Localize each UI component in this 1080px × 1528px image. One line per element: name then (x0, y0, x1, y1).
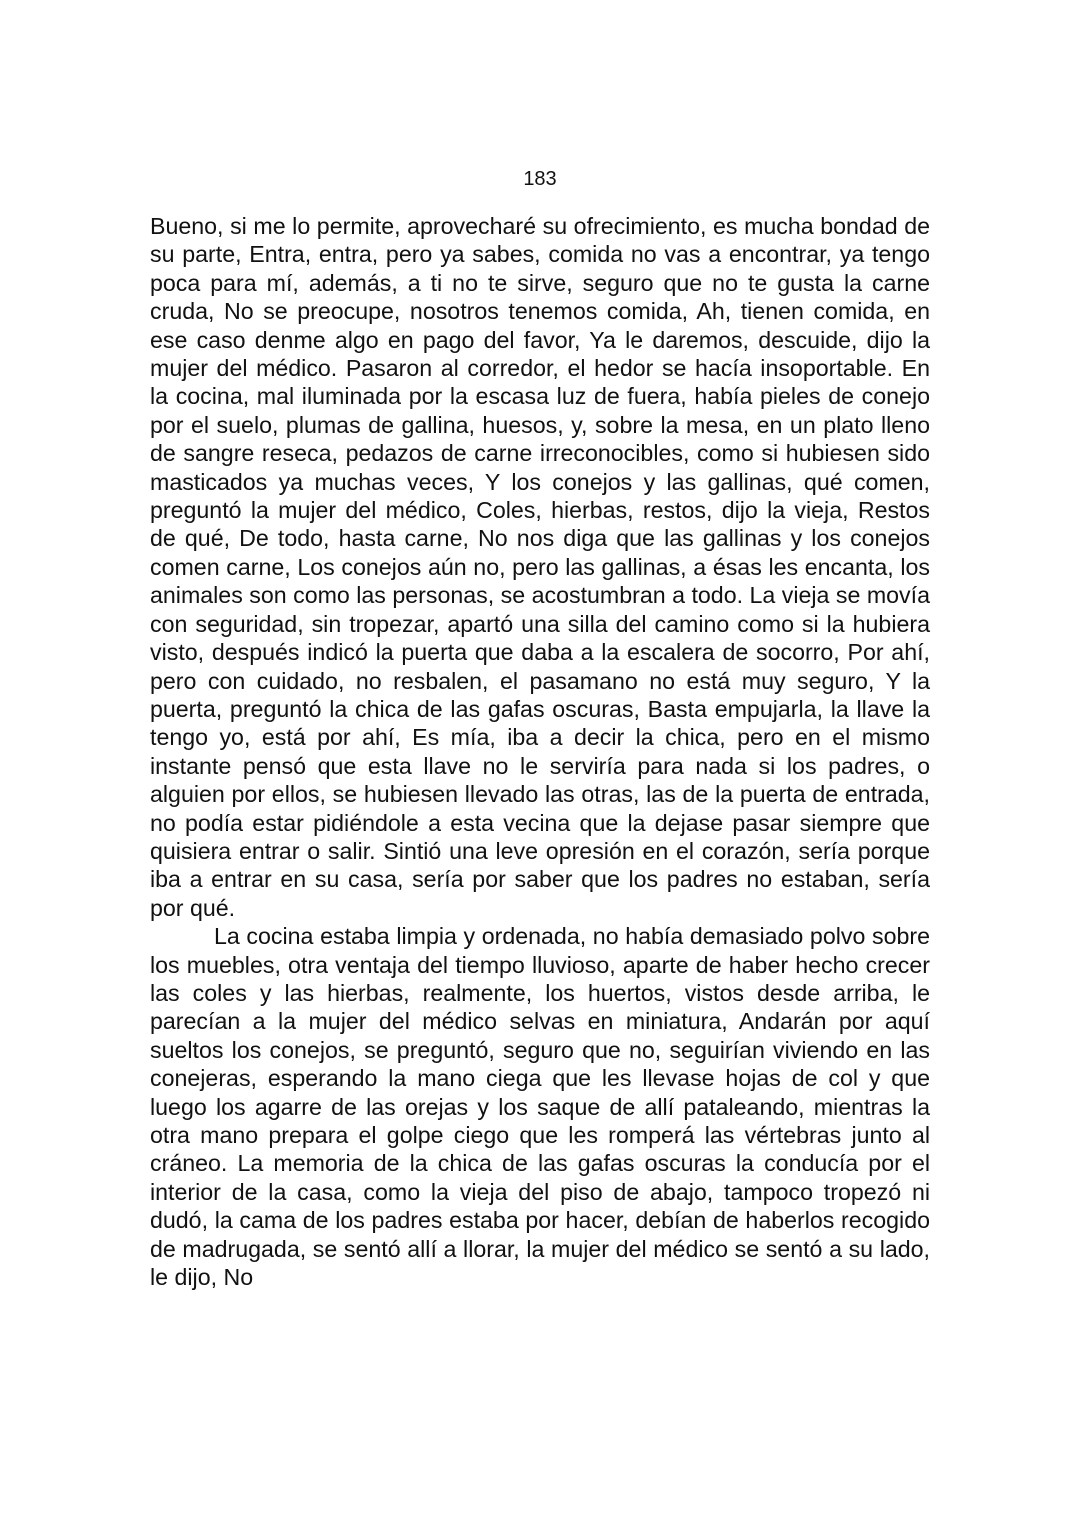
page-number: 183 (523, 168, 557, 190)
body-text (150, 212, 930, 1291)
paragraph-2: La cocina estaba limpia y ordenada, no había demasiado polvo sobre los muebles, otra ventaja del tiempo lluvioso, aparte de haber hecho crecer las coles y las hierbas, realmente, los huertos, vistos desde arriba, le parecían a la mujer del médico selvas en miniatura, Andarán por aquí sueltos los conejos, se preguntó, seguro que no, seguirían viviendo en las conejeras, esperando la mano ciega que les llevase hojas de col y que luego los agarre de las orejas y los saque de allí pataleando, mientras la otra mano prepara el golpe ciego que les romperá las vértebras junto al cráneo. La memoria de la chica de las gafas oscuras la conducía por el interior de la casa, como la vieja del piso de abajo, tampoco tropezó ni dudó, la cama de los padres estaba por hacer, debían de haberlos recogido de madrugada, se sentó allí a llorar, la mujer del médico se sentó a su lado, le dijo, No (150, 923, 930, 1291)
paragraph-1: Bueno, si me lo permite, aprovecharé su ofrecimiento, es mucha bondad de su parte, Entra, entra, pero ya sabes, comida no vas a encontrar, ya tengo poca para mí, además, a ti no te sirve, seguro que no te gusta la carne cruda, No se preocupe, nosotros tenemos comida, Ah, tienen comida, en ese caso denme algo en pago del favor, Ya le daremos, descuide, dijo la mujer del médico. Pasaron al corredor, el hedor se hacía insoportable. En la cocina, mal iluminada por la escasa luz de fuera, había pieles de conejo por el suelo, plumas de gallina, huesos, y, sobre la mesa, en un plato lleno de sangre reseca, pedazos de carne irreconocibles, como si hubiesen sido masticados ya muchas veces, Y los conejos y las gallinas, qué comen, preguntó la mujer del médico, Coles, hierbas, restos, dijo la vieja, Restos de qué, De todo, hasta carne, No nos diga que las gallinas y los conejos comen carne, Los conejos aún no, pero las gallinas, a ésas les encanta, los animales son como las personas, se acostumbran a todo. La vieja se movía con seguridad, sin tropezar, apartó una silla del camino como si la hubiera visto, después indicó la puerta que daba a la escalera de socorro, Por ahí, pero con cuidado, no resbalen, el pasamano no está muy seguro, Y la puerta, preguntó la chica de las gafas oscuras, Basta empujarla, la llave la tengo yo, está por ahí, Es mía, iba a decir la chica, pero en el mismo instante pensó que esta llave no le serviría para nada si los padres, o alguien por ellos, se hubiesen llevado las otras, las de la puerta de entrada, no podía estar pidiéndole a esta vecina que la dejase pasar siempre que quisiera entrar o salir. Sintió una leve opresión en el corazón, sería porque iba a entrar en su casa, sería por saber que los padres no estaban, sería por qué. (150, 213, 930, 921)
